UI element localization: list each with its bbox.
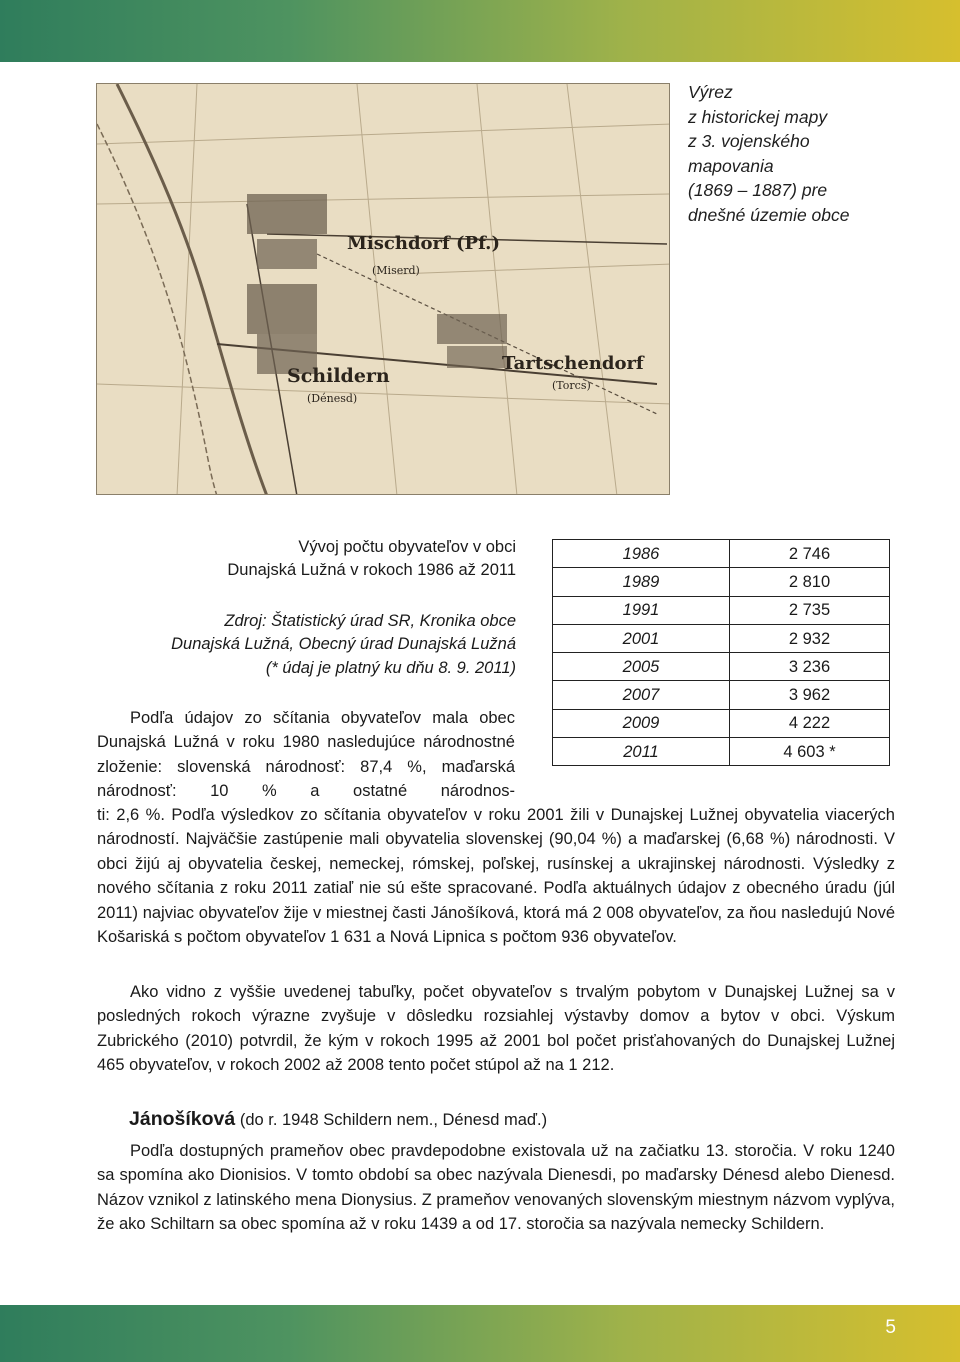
map-label-mischdorf-sub: (Miserd)	[372, 264, 420, 277]
table-row	[553, 709, 890, 737]
section-heading-name: Jánošíková	[129, 1108, 236, 1130]
table-row	[553, 568, 890, 596]
table-source-line: Dunajská Lužná, Obecný úrad Dunajská Lužná	[171, 635, 516, 654]
year-cell: 1989	[553, 568, 730, 596]
paragraph-population-growth	[97, 980, 895, 1078]
table-row	[553, 540, 890, 568]
map-caption-line: dnešné územie obce	[688, 204, 850, 225]
page-number: 5	[885, 1317, 896, 1338]
paragraph-history	[97, 1139, 895, 1237]
table-source-line: (* údaj je platný ku dňu 8. 9. 2011)	[265, 658, 516, 677]
population-cell: 3 236	[730, 653, 890, 681]
paragraph-text: Podľa údajov zo sčítania obyvateľov mala obec Dunajská Lužná v roku 1980 nasledujúce národnostné zloženie: slovenská národnosť: 87,4 %, maďarská národnosť: 10 % a ostatné národnos-	[97, 709, 515, 801]
paragraph-nationality-end: ti: 2,6 %. Podľa výsledkov zo sčítania obyvateľov v roku 2001 žili v Dunajskej Lužnej obyvatelia viacerých národností. Najväčšie zastúpenie mali obyvatelia slovenskej (90,04 %) a maďarskej (6,68 %) národnosti. V obci žijú aj obyvatelia českej, nemeckej, rómskej, poľskej, rusínskej a ukrajinskej národnosti. Výsledky z nového sčítania z roku 2011 zatiaľ nie sú ešte spracované. Podľa aktuálnych údajov z obecného úradu (júl 2011) najviac obyvateľov žije v miestnej časti Jánošíková, ktorá má 2 008 obyvateľov, za ňou nasledujú Nové Košariská s počtom obyvateľov 1 631 a Nová Lipnica s počtom 936 obyvateľov.	[97, 806, 895, 947]
map-label-schildern: Schildern	[287, 365, 390, 387]
population-cell: 2 810	[730, 568, 890, 596]
paragraph-text: Ako vidno z vyššie uvedenej tabuľky, počet obyvateľov s trvalým pobytom v Dunajskej Lužnej sa v posledných rokoch výrazne zvyšuje v dôsledku rozsiahlej výstavby domov a bytov v obci. Výskum Zubrického (2010) potvrdil, že kým v rokoch 1995 až 2001 bol počet prisťahovaných do Dunajskej Lužnej 465 obyvateľov, v rokoch 2002 až 2008 tento počet stúpol až na 1 212.	[97, 983, 895, 1075]
population-cell: 2 932	[730, 624, 890, 652]
map-label-schildern-sub: (Dénesd)	[307, 392, 358, 405]
top-color-band	[0, 0, 960, 62]
map-caption-line: (1869 – 1887) pre	[688, 180, 828, 201]
table-row	[553, 596, 890, 624]
map-label-tartschendorf: Tartschendorf	[502, 353, 644, 374]
map-caption-line: z historickej mapy	[688, 106, 828, 127]
table-row	[553, 653, 890, 681]
year-cell: 1991	[553, 596, 730, 624]
paragraph-nationality-start	[97, 706, 515, 804]
population-cell: 2 746	[730, 540, 890, 568]
population-cell: 3 962	[730, 681, 890, 709]
map-label-tartschendorf-sub: (Torcs)	[552, 379, 591, 392]
section-heading-note: (do r. 1948 Schildern nem., Dénesd maď.)	[235, 1111, 548, 1129]
table-caption	[120, 536, 516, 583]
table-source-line: Zdroj: Štatistický úrad SR, Kronika obce	[224, 612, 516, 630]
table-row	[553, 738, 890, 766]
year-cell: 2011	[553, 738, 730, 766]
map-caption-line: Výrez	[688, 82, 733, 102]
population-cell: 2 735	[730, 596, 890, 624]
map-label-mischdorf: Mischdorf (Pf.)	[347, 233, 500, 254]
historical-map	[96, 83, 670, 495]
bottom-color-band	[0, 1305, 960, 1362]
table-caption-line: Dunajská Lužná v rokoch 1986 až 2011	[227, 561, 516, 580]
year-cell: 2007	[553, 681, 730, 709]
year-cell: 1986	[553, 540, 730, 568]
map-caption-line: mapovania	[688, 155, 774, 176]
section-heading	[129, 1106, 547, 1133]
map-drawing	[97, 84, 670, 495]
population-cell: 4 222	[730, 709, 890, 737]
year-cell: 2001	[553, 624, 730, 652]
map-caption	[688, 80, 888, 228]
table-source	[120, 610, 516, 680]
table-row	[553, 681, 890, 709]
table-row	[553, 624, 890, 652]
year-cell: 2009	[553, 709, 730, 737]
table-caption-line: Vývoj počtu obyvateľov v obci	[298, 538, 516, 556]
population-table	[552, 539, 890, 766]
population-cell: 4 603 *	[730, 738, 890, 766]
map-caption-line: z 3. vojenského	[688, 131, 810, 152]
paragraph-text: Podľa dostupných prameňov obec pravdepodobne existovala už na začiatku 13. storočia. V roku 1240 sa spomína ako Dionisios. V tomto období sa obec nazývala Dienesdi, po maďarsky Dénesd alebo Dienesd. Názov vznikol z latinského mena Dionysius. Z prameňov venovaných slovenským miestnym názvom vyplýva, že ako Schiltarn sa obec spomína až v roku 1439 a od 17. storočia sa nazývala nemecky Schildern.	[97, 1142, 895, 1234]
year-cell: 2005	[553, 653, 730, 681]
